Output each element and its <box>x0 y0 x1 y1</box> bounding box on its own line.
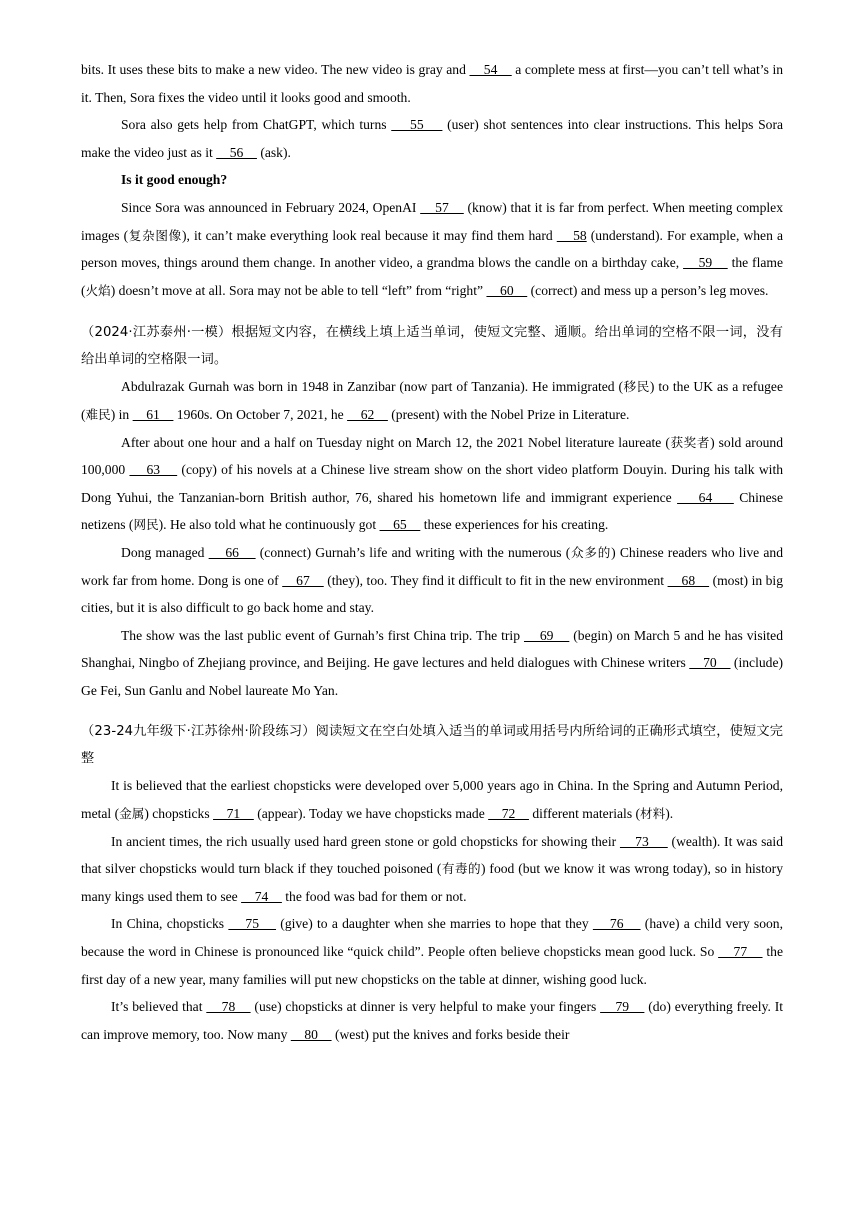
exercise-header-xuzhou: （23-24九年级下·江苏徐州·阶段练习）阅读短文在空白处填入适当的单词或用括号内所给词的正确形式填空，使短文完整 <box>81 724 783 767</box>
blank-65: 65 <box>379 517 421 533</box>
blank-80: 80 <box>290 1026 332 1042</box>
paragraph-gurnah-4: The show was the last public event of Gurnah’s first China trip. The trip 69 (begin) on March 5 and he has visited Shanghai, Ningbo of Zhejiang province, and Beijing. He gave lectures and held dialogues with Chinese writers 70 (include) Ge Fei, Sun Ganlu and Nobel laureate Mo Yan. <box>81 627 784 698</box>
paragraph-gurnah-3: Dong managed 66 (connect) Gurnah’s life and writing with the numerous (众多的) Chinese readers who live and work far from home. Dong is one of 67 (they), too. They find it difficult to fit in the new environment 68 (most) in big cities, but it is also difficult to go back home and stay. <box>81 544 783 616</box>
blank-64: 64 <box>677 489 734 505</box>
blank-74: 74 <box>241 888 282 904</box>
paragraph-chopsticks-3: In China, chopsticks 75 (give) to a daughter when she marries to hope that they 76 (have) a child very soon, because the word in Chinese is pronounced like “quick child”. People often believe chopsticks mean good luck. So 77 the first day of a new year, many families will put new chopsticks on the table at dinner, wishing good luck. <box>81 916 784 987</box>
blank-78: 78 <box>206 999 251 1015</box>
blank-57: 57 <box>420 199 464 215</box>
blank-61: 61 <box>132 406 174 422</box>
blank-55: 55 <box>391 117 443 133</box>
blank-56: 56 <box>216 144 257 160</box>
worksheet-page <box>81 56 783 1048</box>
blank-59: 59 <box>683 255 728 271</box>
blank-54: 54 <box>469 62 512 77</box>
blank-77: 77 <box>718 944 763 960</box>
blank-60: 60 <box>486 282 528 298</box>
blank-70: 70 <box>689 655 731 671</box>
blank-76: 76 <box>592 916 641 932</box>
blank-79: 79 <box>600 999 645 1015</box>
blank-73: 73 <box>619 833 668 849</box>
blank-68: 68 <box>667 572 710 588</box>
blank-66: 66 <box>208 544 256 560</box>
paragraph-chopsticks-1: It is believed that the earliest chopsticks were developed over 5,000 years ago in China. In the Spring and Autumn Period, metal (金属) chopsticks 71 (appear). Today we have chopsticks made 72 different materials (材料). <box>81 778 783 822</box>
blank-69: 69 <box>523 627 570 643</box>
blank-72: 72 <box>488 806 529 822</box>
paragraph-gurnah-1: Abdulrazak Gurnah was born in 1948 in Zanzibar (now part of Tanzania). He immigrated (移民) to the UK as a refugee (难民) in 61 1960s. On October 7, 2021, he 62 (present) with the Nobel Prize in Literature. <box>81 379 783 422</box>
blank-71: 71 <box>213 806 254 822</box>
paragraph-chopsticks-2: In ancient times, the rich usually used hard green stone or gold chopsticks for showing their 73 (wealth). It was said that silver chopsticks would turn black if they touched poisoned (有毒的) food (but we know it was wrong today), so in history many kings used them to see 74 the food was bad for them or not. <box>81 833 783 904</box>
paragraph-sora-1: bits. It uses these bits to make a new video. The new video is gray and 54 a complete mess at first—you can’t tell what’s in it. Then, Sora fixes the video until it looks good and smooth. <box>81 62 784 105</box>
blank-63: 63 <box>129 462 178 478</box>
paragraph-chopsticks-4: It’s believed that 78 (use) chopsticks at dinner is very helpful to make your fingers 79 (do) everything freely. It can improve memory, too. Now many 80 (west) put the knives and forks beside their <box>81 999 784 1042</box>
paragraph-gurnah-2: After about one hour and a half on Tuesday night on March 12, the 2021 Nobel literature laureate (获奖者) sold around 100,000 63 (copy) of his novels at a Chinese live stream show on the short video platform Douyin. During his talk with Dong Yuhui, the Tanzanian-born British author, 76, shared his hometown life and immigrant experience 64 Chinese netizens (网民). He also told what he continuously got 65 these experiences for his creating. <box>81 434 784 533</box>
section-spacer <box>81 304 783 319</box>
paragraph-sora-2: Sora also gets help from ChatGPT, which turns 55 (user) shot sentences into clear instructions. This helps Sora make the video just as it 56 (ask). <box>81 117 784 160</box>
section-spacer <box>81 704 783 718</box>
blank-75: 75 <box>228 916 277 932</box>
paragraph-sora-3: Since Sora was announced in February 2024, OpenAI 57 (know) that it is far from perfect. When meeting complex images (复杂图像), it can’t make everything look real because it may find them hard 58 (understand). For example, when a person moves, things around them change. In another video, a grandma blows the candle on a birthday cake, 59 the flame (火焰) doesn’t move at all. Sora may not be able to tell “left” from “right” 60 (correct) and mess up a person’s leg moves. <box>81 199 784 298</box>
blank-58: 58 <box>556 227 587 243</box>
section-heading: Is it good enough? <box>121 172 228 188</box>
exercise-header-taizhou: （2024·江苏泰州·一模）根据短文内容，在横线上填上适当单词，使短文完整、通顺。给出单词的空格不限一词，没有给出单词的空格限一词。 <box>81 325 783 368</box>
blank-62: 62 <box>347 406 388 422</box>
blank-67: 67 <box>282 572 324 588</box>
